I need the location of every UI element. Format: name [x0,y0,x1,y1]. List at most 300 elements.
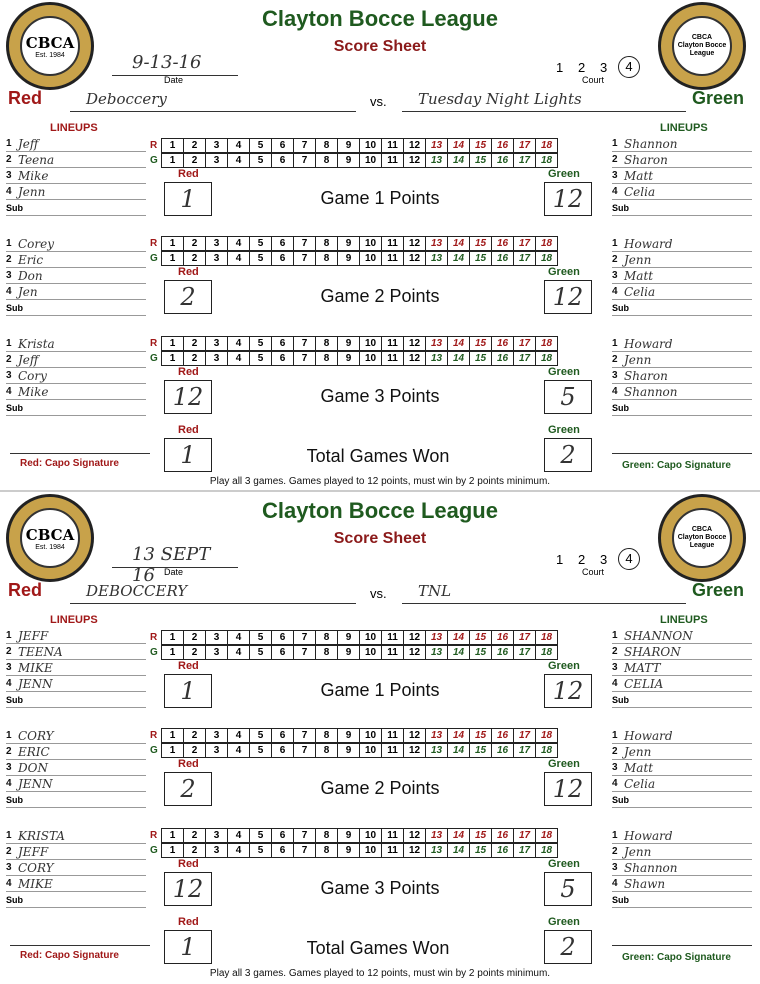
score-cell[interactable]: 6 [271,843,294,858]
green-total-box[interactable]: 2 [544,930,592,964]
score-cell[interactable]: 13 [425,153,448,168]
score-cell[interactable]: 9 [337,630,360,645]
green-lineup-row[interactable] [612,368,752,384]
score-cell[interactable]: 1 [161,153,184,168]
score-cell[interactable]: 14 [447,728,470,743]
score-cell[interactable]: 18 [535,828,558,843]
score-cell[interactable]: 13 [425,630,448,645]
score-cell[interactable]: 10 [359,743,382,758]
score-cell[interactable]: 11 [381,351,404,366]
score-cell[interactable]: 2 [183,828,206,843]
score-cell[interactable]: 10 [359,336,382,351]
score-cell[interactable]: 9 [337,351,360,366]
score-cell[interactable]: 11 [381,828,404,843]
score-cell[interactable]: 2 [183,645,206,660]
score-cell[interactable]: 2 [183,630,206,645]
green-lineup-row[interactable] [612,676,752,692]
score-cell[interactable]: 7 [293,630,316,645]
red-lineup-row[interactable] [6,168,146,184]
score-cell[interactable]: 1 [161,743,184,758]
score-cell[interactable]: 14 [447,743,470,758]
score-cell[interactable]: 14 [447,153,470,168]
red-team-name[interactable]: Deboccery [70,90,356,112]
red-lineup-row[interactable] [6,284,146,300]
score-cell[interactable]: 4 [227,336,250,351]
score-cell[interactable]: 10 [359,843,382,858]
red-sub-row[interactable] [6,300,146,316]
score-cell[interactable]: 13 [425,645,448,660]
red-lineup-row[interactable] [6,676,146,692]
score-cell[interactable]: 3 [205,236,228,251]
score-cell[interactable]: 10 [359,645,382,660]
score-cell[interactable]: 1 [161,138,184,153]
score-cell[interactable]: 3 [205,828,228,843]
score-cell[interactable]: 15 [469,630,492,645]
court-option-3[interactable]: 3 [600,60,608,75]
red-lineup-row[interactable] [6,352,146,368]
score-cell[interactable]: 17 [513,251,536,266]
red-points-box[interactable]: 2 [164,280,212,314]
score-cell[interactable]: 4 [227,138,250,153]
score-cell[interactable]: 17 [513,336,536,351]
score-cell[interactable]: 16 [491,828,514,843]
score-cell[interactable]: 17 [513,728,536,743]
score-cell[interactable]: 14 [447,828,470,843]
green-lineup-row[interactable] [612,352,752,368]
score-cell[interactable]: 9 [337,236,360,251]
score-cell[interactable]: 17 [513,153,536,168]
score-cell[interactable]: 13 [425,336,448,351]
score-cell[interactable]: 4 [227,743,250,758]
score-cell[interactable]: 16 [491,336,514,351]
score-cell[interactable]: 16 [491,153,514,168]
green-lineup-row[interactable] [612,728,752,744]
score-cell[interactable]: 18 [535,843,558,858]
score-cell[interactable]: 14 [447,251,470,266]
score-cell[interactable]: 14 [447,351,470,366]
score-cell[interactable]: 17 [513,645,536,660]
score-cell[interactable]: 3 [205,728,228,743]
red-sub-row[interactable] [6,792,146,808]
score-cell[interactable]: 8 [315,743,338,758]
score-cell[interactable]: 7 [293,743,316,758]
score-cell[interactable]: 11 [381,336,404,351]
score-cell[interactable]: 12 [403,138,426,153]
red-lineup-row[interactable] [6,760,146,776]
score-cell[interactable]: 5 [249,138,272,153]
score-cell[interactable]: 1 [161,630,184,645]
score-cell[interactable]: 17 [513,351,536,366]
score-cell[interactable]: 15 [469,351,492,366]
green-points-box[interactable]: 12 [544,182,592,216]
score-cell[interactable]: 6 [271,828,294,843]
green-lineup-row[interactable] [612,136,752,152]
score-cell[interactable]: 6 [271,153,294,168]
red-lineup-row[interactable] [6,660,146,676]
score-cell[interactable]: 10 [359,828,382,843]
red-lineup-row[interactable] [6,744,146,760]
red-sub-row[interactable] [6,692,146,708]
red-lineup-row[interactable] [6,368,146,384]
score-cell[interactable]: 16 [491,251,514,266]
red-lineup-row[interactable] [6,828,146,844]
score-cell[interactable]: 3 [205,351,228,366]
score-cell[interactable]: 11 [381,153,404,168]
score-cell[interactable]: 16 [491,743,514,758]
court-option-2[interactable]: 2 [578,60,586,75]
red-lineup-row[interactable] [6,776,146,792]
green-lineup-row[interactable] [612,660,752,676]
score-cell[interactable]: 15 [469,251,492,266]
score-cell[interactable]: 12 [403,630,426,645]
red-sub-row[interactable] [6,200,146,216]
score-cell[interactable]: 16 [491,843,514,858]
green-points-box[interactable]: 5 [544,872,592,906]
score-cell[interactable]: 6 [271,336,294,351]
score-cell[interactable]: 10 [359,251,382,266]
score-cell[interactable]: 7 [293,728,316,743]
score-cell[interactable]: 10 [359,138,382,153]
score-cell[interactable]: 11 [381,236,404,251]
score-cell[interactable]: 3 [205,743,228,758]
score-cell[interactable]: 13 [425,251,448,266]
score-cell[interactable]: 7 [293,153,316,168]
green-lineup-row[interactable] [612,152,752,168]
score-cell[interactable]: 18 [535,236,558,251]
score-cell[interactable]: 13 [425,728,448,743]
score-cell[interactable]: 16 [491,236,514,251]
score-cell[interactable]: 4 [227,843,250,858]
score-cell[interactable]: 10 [359,236,382,251]
score-cell[interactable]: 3 [205,645,228,660]
score-cell[interactable]: 17 [513,236,536,251]
score-cell[interactable]: 12 [403,645,426,660]
red-points-box[interactable]: 1 [164,182,212,216]
score-cell[interactable]: 11 [381,251,404,266]
score-cell[interactable]: 12 [403,828,426,843]
score-cell[interactable]: 18 [535,645,558,660]
score-cell[interactable]: 18 [535,630,558,645]
score-cell[interactable]: 13 [425,843,448,858]
score-cell[interactable]: 11 [381,645,404,660]
green-lineup-row[interactable] [612,628,752,644]
score-cell[interactable]: 12 [403,743,426,758]
score-cell[interactable]: 9 [337,728,360,743]
score-cell[interactable]: 15 [469,138,492,153]
score-cell[interactable]: 3 [205,843,228,858]
green-points-box[interactable]: 12 [544,280,592,314]
score-cell[interactable]: 13 [425,138,448,153]
red-total-box[interactable]: 1 [164,930,212,964]
score-cell[interactable]: 2 [183,138,206,153]
score-cell[interactable]: 6 [271,630,294,645]
score-cell[interactable]: 5 [249,828,272,843]
score-cell[interactable]: 10 [359,153,382,168]
court-option-2[interactable]: 2 [578,552,586,567]
score-cell[interactable]: 5 [249,843,272,858]
score-cell[interactable]: 12 [403,843,426,858]
score-cell[interactable]: 4 [227,351,250,366]
red-lineup-row[interactable] [6,152,146,168]
score-cell[interactable]: 12 [403,153,426,168]
green-sub-row[interactable] [612,300,752,316]
score-cell[interactable]: 4 [227,251,250,266]
score-cell[interactable]: 2 [183,236,206,251]
score-cell[interactable]: 15 [469,336,492,351]
red-signature-line[interactable] [10,430,150,454]
score-cell[interactable]: 8 [315,828,338,843]
score-cell[interactable]: 7 [293,351,316,366]
score-cell[interactable]: 16 [491,138,514,153]
score-cell[interactable]: 7 [293,236,316,251]
red-lineup-row[interactable] [6,728,146,744]
score-cell[interactable]: 4 [227,153,250,168]
score-cell[interactable]: 17 [513,843,536,858]
score-cell[interactable]: 17 [513,630,536,645]
red-lineup-row[interactable] [6,644,146,660]
score-cell[interactable]: 15 [469,645,492,660]
score-cell[interactable]: 1 [161,828,184,843]
score-cell[interactable]: 16 [491,645,514,660]
score-cell[interactable]: 2 [183,843,206,858]
score-cell[interactable]: 4 [227,630,250,645]
green-lineup-row[interactable] [612,168,752,184]
score-cell[interactable]: 9 [337,828,360,843]
score-cell[interactable]: 9 [337,743,360,758]
score-cell[interactable]: 1 [161,236,184,251]
red-lineup-row[interactable] [6,336,146,352]
score-cell[interactable]: 5 [249,743,272,758]
court-option-3[interactable]: 3 [600,552,608,567]
score-cell[interactable]: 8 [315,843,338,858]
red-sub-row[interactable] [6,892,146,908]
green-team-name[interactable]: TNL [402,582,686,604]
score-cell[interactable]: 10 [359,351,382,366]
score-cell[interactable]: 18 [535,251,558,266]
score-cell[interactable]: 3 [205,251,228,266]
score-cell[interactable]: 17 [513,743,536,758]
green-sub-row[interactable] [612,892,752,908]
green-sub-row[interactable] [612,200,752,216]
red-signature-line[interactable] [10,922,150,946]
green-lineup-row[interactable] [612,644,752,660]
score-cell[interactable]: 15 [469,728,492,743]
score-cell[interactable]: 4 [227,645,250,660]
red-lineup-row[interactable] [6,136,146,152]
score-cell[interactable]: 12 [403,251,426,266]
court-option-4[interactable]: 4 [618,56,640,78]
red-lineup-row[interactable] [6,268,146,284]
date-field[interactable]: 9-13-16 [112,52,238,76]
score-cell[interactable]: 12 [403,728,426,743]
red-team-name[interactable]: DEBOCCERY [70,582,356,604]
red-lineup-row[interactable] [6,252,146,268]
score-cell[interactable]: 13 [425,828,448,843]
green-lineup-row[interactable] [612,252,752,268]
score-cell[interactable]: 2 [183,336,206,351]
green-team-name[interactable]: Tuesday Night Lights [402,90,686,112]
green-lineup-row[interactable] [612,760,752,776]
score-cell[interactable]: 13 [425,236,448,251]
green-lineup-row[interactable] [612,236,752,252]
green-lineup-row[interactable] [612,876,752,892]
score-cell[interactable]: 8 [315,645,338,660]
score-cell[interactable]: 13 [425,351,448,366]
score-cell[interactable]: 11 [381,138,404,153]
score-cell[interactable]: 14 [447,138,470,153]
score-cell[interactable]: 15 [469,743,492,758]
score-cell[interactable]: 6 [271,138,294,153]
score-cell[interactable]: 2 [183,743,206,758]
score-cell[interactable]: 6 [271,236,294,251]
red-points-box[interactable]: 12 [164,872,212,906]
score-cell[interactable]: 2 [183,351,206,366]
score-cell[interactable]: 8 [315,336,338,351]
score-cell[interactable]: 6 [271,728,294,743]
score-cell[interactable]: 12 [403,336,426,351]
red-lineup-row[interactable] [6,184,146,200]
green-lineup-row[interactable] [612,844,752,860]
red-lineup-row[interactable] [6,236,146,252]
score-cell[interactable]: 14 [447,843,470,858]
score-cell[interactable]: 2 [183,153,206,168]
score-cell[interactable]: 7 [293,336,316,351]
score-cell[interactable]: 6 [271,251,294,266]
score-cell[interactable]: 5 [249,236,272,251]
red-lineup-row[interactable] [6,384,146,400]
score-cell[interactable]: 18 [535,743,558,758]
green-lineup-row[interactable] [612,184,752,200]
score-cell[interactable]: 12 [403,236,426,251]
green-lineup-row[interactable] [612,268,752,284]
score-cell[interactable]: 8 [315,153,338,168]
green-lineup-row[interactable] [612,284,752,300]
score-cell[interactable]: 9 [337,251,360,266]
green-lineup-row[interactable] [612,860,752,876]
score-cell[interactable]: 8 [315,351,338,366]
score-cell[interactable]: 18 [535,153,558,168]
green-sub-row[interactable] [612,692,752,708]
score-cell[interactable]: 2 [183,728,206,743]
red-lineup-row[interactable] [6,876,146,892]
green-sub-row[interactable] [612,792,752,808]
green-points-box[interactable]: 12 [544,674,592,708]
red-total-box[interactable]: 1 [164,438,212,472]
court-option-4[interactable]: 4 [618,548,640,570]
score-cell[interactable]: 10 [359,728,382,743]
score-cell[interactable]: 11 [381,630,404,645]
green-total-box[interactable]: 2 [544,438,592,472]
score-cell[interactable]: 3 [205,138,228,153]
score-cell[interactable]: 7 [293,138,316,153]
score-cell[interactable]: 1 [161,728,184,743]
score-cell[interactable]: 5 [249,645,272,660]
score-cell[interactable]: 3 [205,630,228,645]
score-cell[interactable]: 18 [535,138,558,153]
score-cell[interactable]: 1 [161,336,184,351]
score-cell[interactable]: 12 [403,351,426,366]
score-cell[interactable]: 1 [161,351,184,366]
score-cell[interactable]: 5 [249,630,272,645]
red-lineup-row[interactable] [6,628,146,644]
red-sub-row[interactable] [6,400,146,416]
score-cell[interactable]: 18 [535,336,558,351]
green-lineup-row[interactable] [612,776,752,792]
score-cell[interactable]: 5 [249,351,272,366]
score-cell[interactable]: 8 [315,630,338,645]
score-cell[interactable]: 1 [161,843,184,858]
red-points-box[interactable]: 12 [164,380,212,414]
score-cell[interactable]: 4 [227,236,250,251]
score-cell[interactable]: 15 [469,153,492,168]
green-lineup-row[interactable] [612,828,752,844]
score-cell[interactable]: 15 [469,843,492,858]
score-cell[interactable]: 1 [161,645,184,660]
score-cell[interactable]: 5 [249,251,272,266]
score-cell[interactable]: 2 [183,251,206,266]
score-cell[interactable]: 15 [469,236,492,251]
red-lineup-row[interactable] [6,844,146,860]
court-option-1[interactable]: 1 [556,60,564,75]
score-cell[interactable]: 1 [161,251,184,266]
score-cell[interactable]: 5 [249,153,272,168]
score-cell[interactable]: 5 [249,336,272,351]
red-points-box[interactable]: 2 [164,772,212,806]
score-cell[interactable]: 7 [293,828,316,843]
score-cell[interactable]: 18 [535,351,558,366]
score-cell[interactable]: 7 [293,251,316,266]
green-lineup-row[interactable] [612,336,752,352]
green-signature-line[interactable] [612,922,752,946]
score-cell[interactable]: 9 [337,336,360,351]
green-signature-line[interactable] [612,430,752,454]
score-cell[interactable]: 6 [271,351,294,366]
green-points-box[interactable]: 12 [544,772,592,806]
green-points-box[interactable]: 5 [544,380,592,414]
score-cell[interactable]: 16 [491,630,514,645]
red-points-box[interactable]: 1 [164,674,212,708]
score-cell[interactable]: 3 [205,336,228,351]
score-cell[interactable]: 11 [381,843,404,858]
score-cell[interactable]: 17 [513,828,536,843]
score-cell[interactable]: 9 [337,138,360,153]
score-cell[interactable]: 17 [513,138,536,153]
score-cell[interactable]: 14 [447,630,470,645]
score-cell[interactable]: 3 [205,153,228,168]
green-lineup-row[interactable] [612,384,752,400]
score-cell[interactable]: 14 [447,236,470,251]
score-cell[interactable]: 6 [271,645,294,660]
score-cell[interactable]: 16 [491,728,514,743]
red-lineup-row[interactable] [6,860,146,876]
score-cell[interactable]: 16 [491,351,514,366]
score-cell[interactable]: 8 [315,138,338,153]
court-option-1[interactable]: 1 [556,552,564,567]
score-cell[interactable]: 8 [315,728,338,743]
green-sub-row[interactable] [612,400,752,416]
score-cell[interactable]: 4 [227,828,250,843]
score-cell[interactable]: 5 [249,728,272,743]
date-field[interactable]: 13 SEPT 16 [112,544,238,568]
score-cell[interactable]: 9 [337,843,360,858]
score-cell[interactable]: 9 [337,645,360,660]
score-cell[interactable]: 15 [469,828,492,843]
score-cell[interactable]: 8 [315,251,338,266]
score-cell[interactable]: 14 [447,645,470,660]
score-cell[interactable]: 11 [381,743,404,758]
score-cell[interactable]: 14 [447,336,470,351]
score-cell[interactable]: 13 [425,743,448,758]
